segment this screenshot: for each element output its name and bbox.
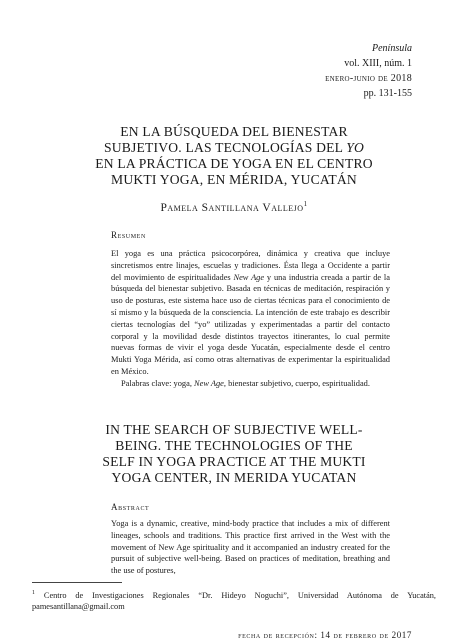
journal-dates: enero-junio de 2018 — [325, 73, 412, 84]
title-en-line-1: IN THE SEARCH OF SUBJECTIVE WELL- — [105, 422, 363, 437]
footnote-divider — [32, 582, 122, 583]
title-english — [40, 422, 428, 486]
abstract-heading: Abstract — [111, 502, 150, 512]
title-es-line-1: EN LA BÚSQUEDA DEL BIENESTAR — [120, 124, 348, 139]
resumen-text-a: El yoga es una práctica psicocorpórea, dinámica y creativa que incluye sincretismos entre linajes, escuelas y tradiciones. Ésta llega a Occidente a partir del movimiento de espiritualidades — [111, 249, 390, 282]
resumen-paragraph — [111, 248, 390, 378]
title-es-line-2-text: SUBJETIVO. LAS TECNOLOGÍAS DEL — [104, 140, 347, 155]
journal-volume: vol. XIII, núm. 1 — [344, 58, 412, 69]
title-en-line-3: SELF IN YOGA PRACTICE AT THE MUKTI — [102, 454, 366, 469]
resumen-body — [111, 248, 390, 390]
journal-name: Península — [372, 43, 412, 54]
title-spanish — [40, 124, 428, 188]
resumen-heading: Resumen — [111, 230, 146, 240]
abstract-paragraph: Yoga is a dynamic, creative, mind-body practice that includes a mix of different lineages, schools and traditions. This practice first arrived in the West with the movement of New Age spirituality and it accompanied an industry created for the pursuit of subjective well-being. Based on practices of meditation, breathing and the use of postures, — [111, 519, 390, 576]
resumen-text-newage: New Age — [233, 272, 265, 282]
received-date: fecha de recepción: 14 de febrero de 2017 — [238, 630, 412, 640]
author-footnote-mark: 1 — [303, 200, 308, 208]
author-name: Pamela Santillana Vallejo — [160, 201, 304, 214]
journal-pages: pp. 131-155 — [363, 88, 412, 99]
title-en-line-4: YOGA CENTER, IN MERIDA YUCATAN — [111, 470, 357, 485]
footnote-text: Centro de Investigaciones Regionales “Dr. Hideyo Noguchi”, Universidad Autónoma de Yucatán, pamesantillana@gmail.com — [32, 590, 436, 612]
title-es-yo: YO — [346, 140, 364, 155]
keywords-b: , bienestar subjetivo, cuerpo, espiritualidad. — [223, 378, 370, 388]
author-line — [40, 200, 428, 214]
journal-header — [325, 41, 412, 101]
resumen-keywords — [111, 378, 390, 390]
title-en-line-2: BEING. THE TECHNOLOGIES OF THE — [115, 438, 353, 453]
title-es-line-3: EN LA PRÁCTICA DE YOGA EN EL CENTRO — [95, 156, 373, 171]
abstract-body — [111, 518, 390, 577]
keywords-a: Palabras clave: yoga, — [121, 378, 195, 388]
footnote — [32, 588, 436, 613]
title-es-line-2 — [40, 140, 428, 156]
title-es-line-4: MUKTI YOGA, EN MÉRIDA, YUCATÁN — [111, 172, 357, 187]
footnote-mark: 1 — [32, 590, 35, 596]
resumen-text-b: y una industria creada a partir de la búsqueda del bienestar subjetivo. Basada en técnicas de meditación, respiración y uso de posturas, este sistema hace uso de ciertas técnicas para el conocimiento de sí mismo y la búsqueda de la consciencia. La intención de este trabajo es describir ciertas tecnologías del “yo” utilizadas y experimentadas a partir del contacto corporal y la movilidad desde distintos trayectos itinerantes, lo cual permite nuevas formas de vivir el yoga desde Yucatán, especialmente desde el centro Mukti Yoga Mérida, así como otras alternativas de experimentar la espiritualidad en México. — [111, 272, 390, 376]
keywords-newage: New Age — [194, 378, 224, 388]
